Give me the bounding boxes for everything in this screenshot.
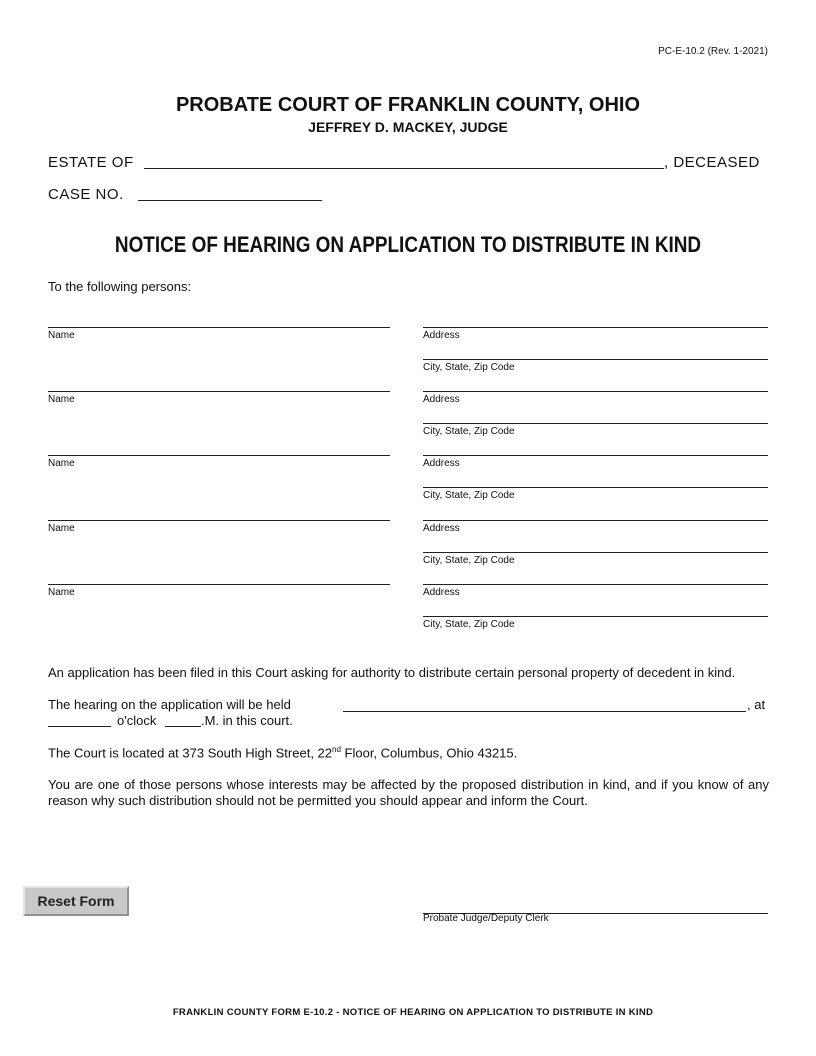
oclock-text: o'clock: [117, 713, 157, 728]
person-city-input[interactable]: [423, 602, 768, 617]
person-name-input[interactable]: [48, 570, 390, 585]
person-city-input[interactable]: [423, 538, 768, 553]
address-label: Address: [423, 523, 460, 534]
am-pm-input[interactable]: [165, 712, 201, 727]
location-text-b: Floor, Columbus, Ohio 43215.: [340, 745, 518, 761]
person-address-input[interactable]: [423, 506, 768, 521]
signature-input[interactable]: [423, 899, 768, 914]
city-label: City, State, Zip Code: [423, 555, 515, 566]
estate-of-label: ESTATE OF: [48, 154, 134, 171]
hearing-date-input[interactable]: [343, 697, 746, 712]
city-label: City, State, Zip Code: [423, 362, 515, 373]
reset-form-button[interactable]: Reset Form: [23, 886, 129, 916]
hearing-time-input[interactable]: [48, 712, 111, 727]
city-label: City, State, Zip Code: [423, 619, 515, 630]
person-address-input[interactable]: [423, 313, 768, 328]
decedent-name-input[interactable]: [144, 154, 664, 169]
court-name: PROBATE COURT OF FRANKLIN COUNTY, OHIO: [175, 94, 641, 116]
case-number-input[interactable]: [138, 186, 322, 201]
in-court-text: .M. in this court.: [201, 713, 293, 728]
deceased-label: , DECEASED: [664, 154, 760, 171]
person-city-input[interactable]: [423, 409, 768, 424]
interest-text: You are one of those persons whose interests may be affected by the proposed distribution in kind, and if you know of any reason why such distribution should not be permitted you should appear and inform the Court.: [48, 777, 769, 808]
application-text: An application has been filed in this Court asking for authority to distribute certain personal property of decedent in kind.: [48, 665, 736, 680]
location-text: [48, 745, 517, 760]
address-label: Address: [423, 458, 460, 469]
signature-label: Probate Judge/Deputy Clerk: [423, 913, 549, 924]
to-persons-label: To the following persons:: [48, 279, 192, 294]
name-label: Name: [48, 330, 75, 341]
case-no-label: CASE NO.: [48, 186, 124, 203]
form-id: PC-E-10.2 (Rev. 1-2021): [658, 46, 768, 57]
hearing-text: The hearing on the application will be held: [48, 697, 291, 712]
address-label: Address: [423, 587, 460, 598]
person-name-input[interactable]: [48, 313, 390, 328]
person-address-input[interactable]: [423, 441, 768, 456]
person-name-input[interactable]: [48, 441, 390, 456]
name-label: Name: [48, 458, 75, 469]
address-label: Address: [423, 394, 460, 405]
person-name-input[interactable]: [48, 506, 390, 521]
person-name-input[interactable]: [48, 377, 390, 392]
person-address-input[interactable]: [423, 570, 768, 585]
name-label: Name: [48, 523, 75, 534]
notice-title: NOTICE OF HEARING ON APPLICATION TO DISTRIBUTE IN KIND: [114, 232, 702, 257]
name-label: Name: [48, 394, 75, 405]
city-label: City, State, Zip Code: [423, 426, 515, 437]
address-label: Address: [423, 330, 460, 341]
name-label: Name: [48, 587, 75, 598]
judge-name: JEFFREY D. MACKEY, JUDGE: [308, 119, 508, 135]
person-city-input[interactable]: [423, 345, 768, 360]
hearing-at-text: , at: [747, 697, 766, 712]
location-sup: nd: [332, 745, 341, 754]
footer: FRANKLIN COUNTY FORM E-10.2 - NOTICE OF HEARING ON APPLICATION TO DISTRIBUTE IN KIND: [172, 1007, 654, 1018]
person-address-input[interactable]: [423, 377, 768, 392]
person-city-input[interactable]: [423, 473, 768, 488]
city-label: City, State, Zip Code: [423, 490, 515, 501]
location-text-a: The Court is located at 373 South High Street, 22: [48, 745, 333, 761]
